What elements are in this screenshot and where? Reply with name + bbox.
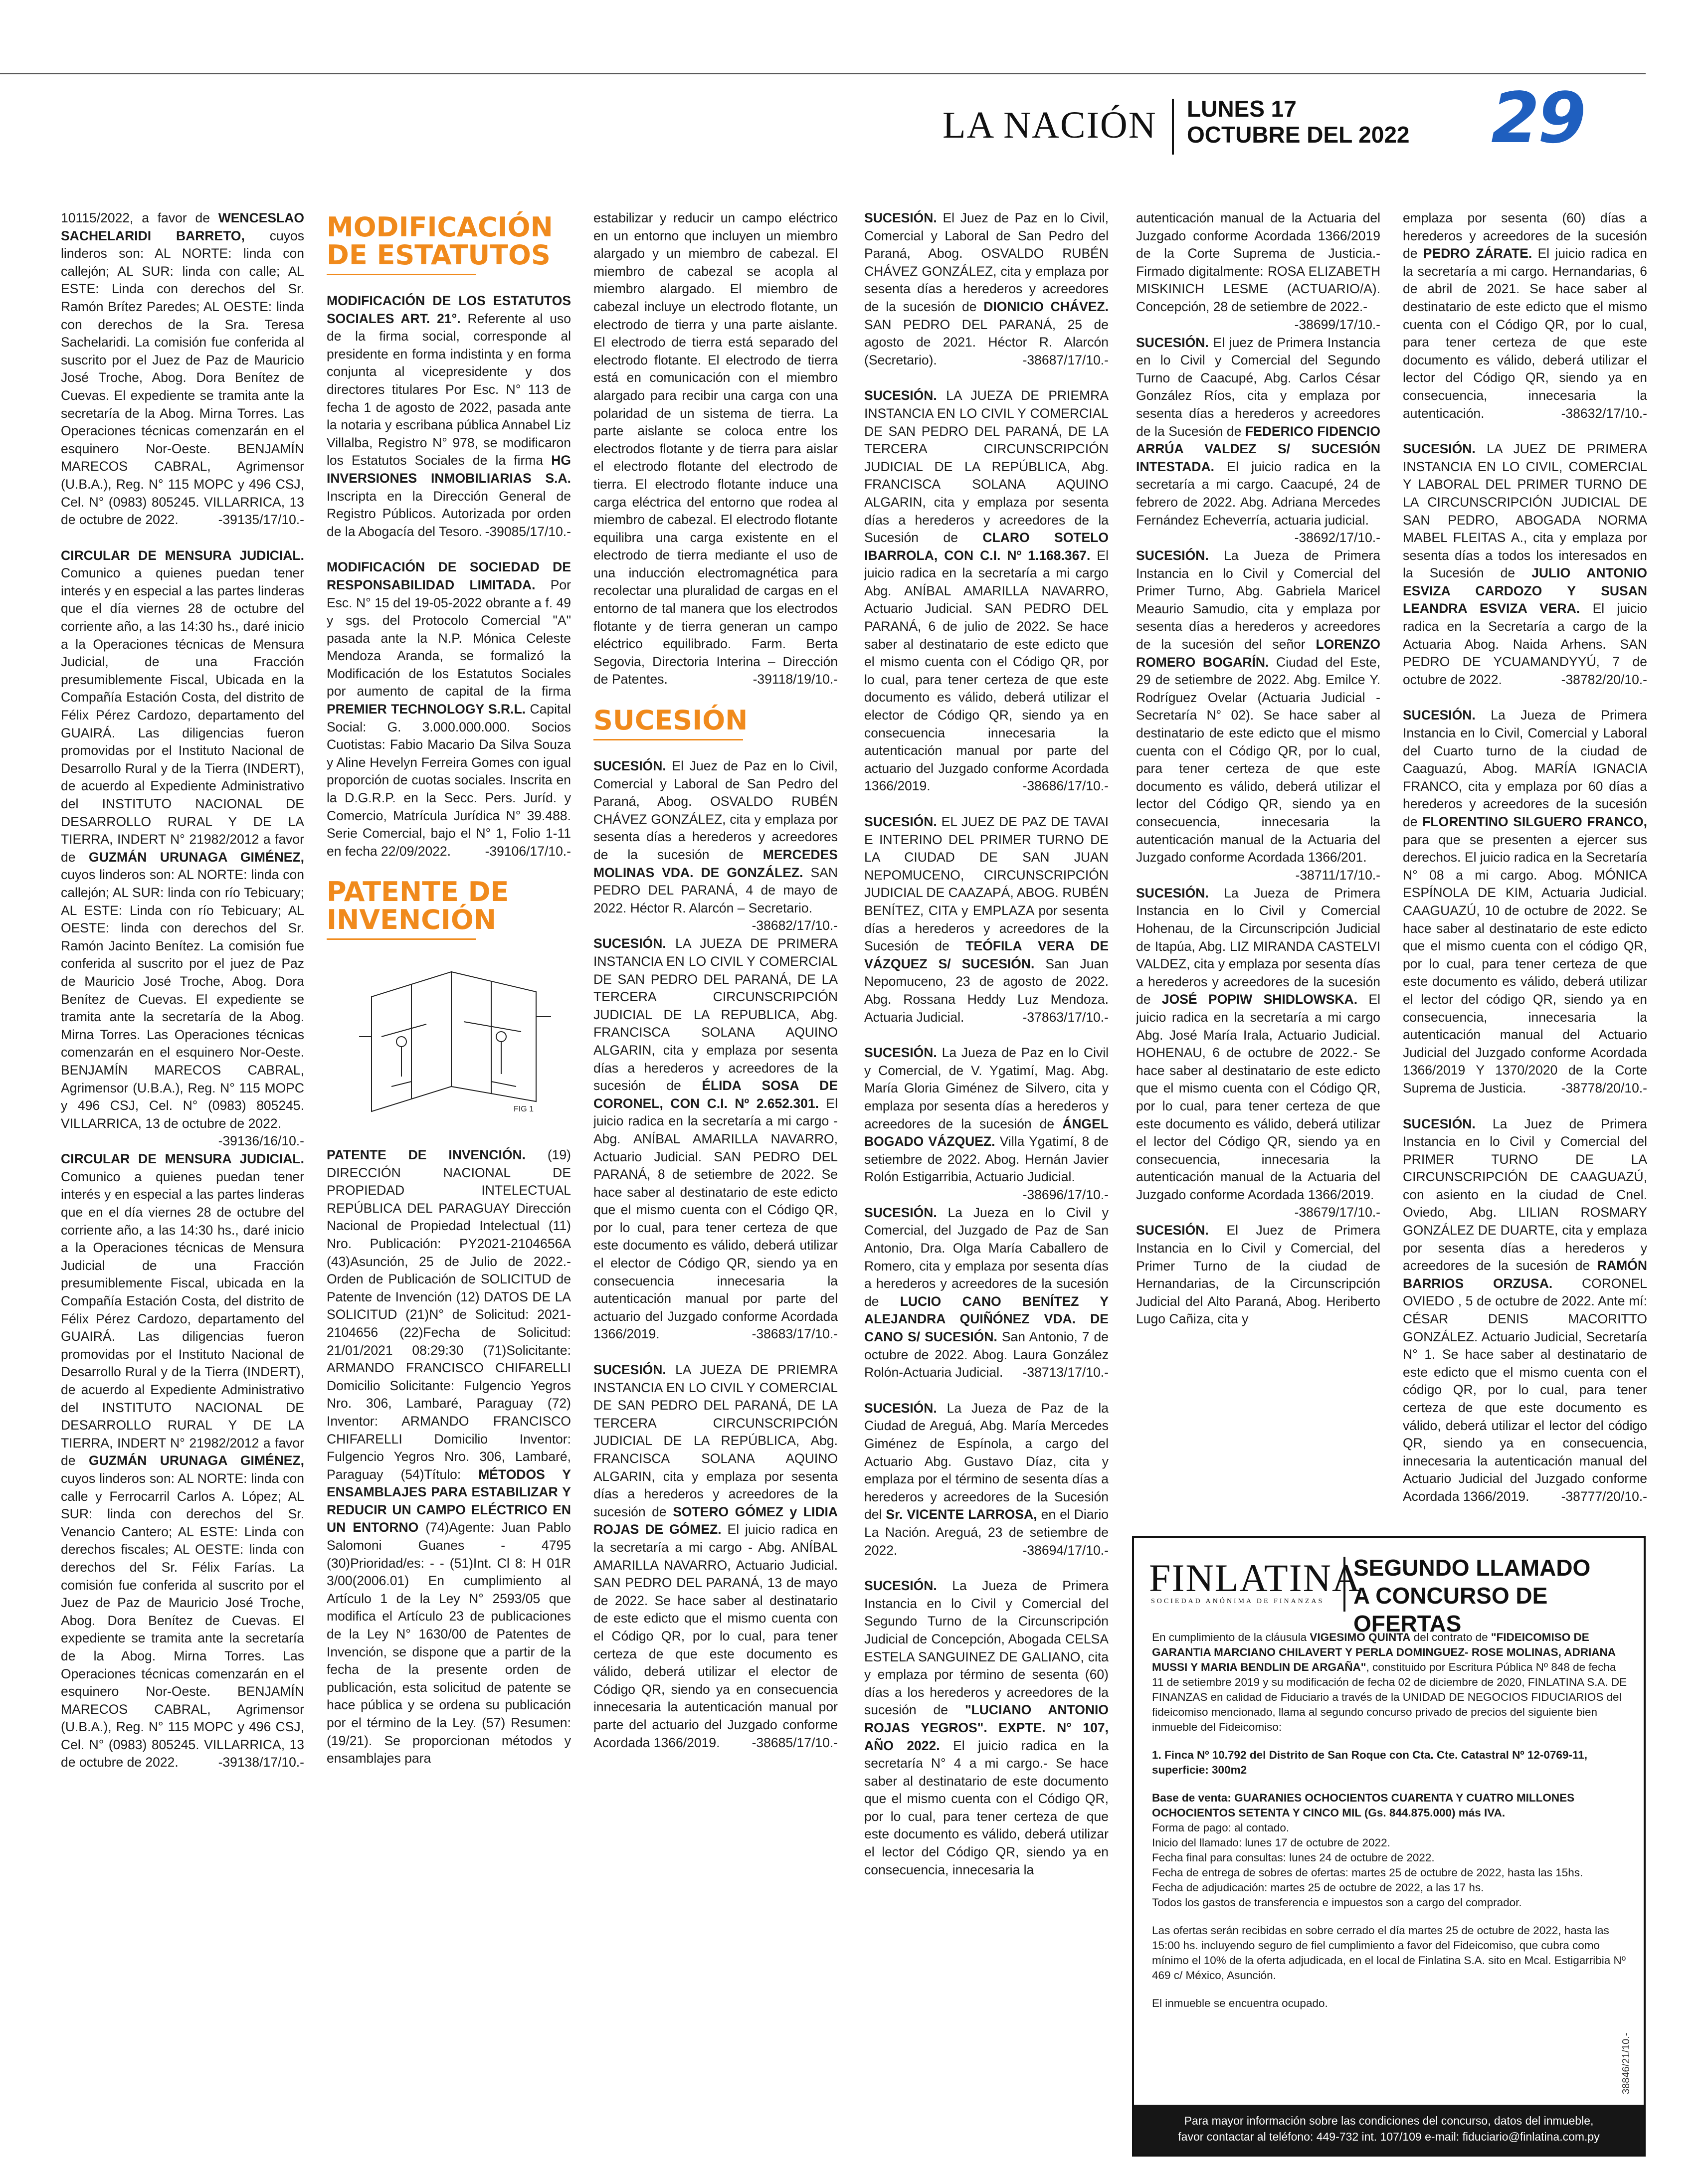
- notice-text: La Jueza en lo Civil y Comercial, del Juzgado de Paz de San Antonio, Dra. Olga María Caballero de Romero, cita y emplaza por sesenta días a herederos y acreedores de la sucesión de: [864, 1205, 1109, 1309]
- notice-text: Capital Social: G. 3.000.000.000. Socios Cuotistas: Fabio Macario Da Silva Souza y Aline Hevelyn Ferreira Gomes con igual proporción de cuotas sociales. Inscrita en la D.G.R.P. en la Secc. Pers. Juríd. y Comercio, Matrícula Jurídica N° 39.488. Serie Comercial, bajo el N° 1, Folio 1-11 en fecha 22/09/2022.: [327, 702, 571, 859]
- notice-text: LA JUEZA DE PRIEMRA INSTANCIA EN LO CIVIL Y COMERCIAL DE SAN PEDRO DEL PARANÁ, DE LA TERCERA CIRCUNSCRIPCIÓN JUDICIAL DE LA REPÚBLICA, Abg. FRANCISCA SOLANA AQUINO ALGARIN, cita y emplaza por sesenta días a herederos y acreedores de la Sucesión de: [864, 388, 1109, 545]
- legal-notice: [1136, 334, 1380, 545]
- notice-group: [593, 757, 838, 1752]
- ad-header: [1144, 1548, 1633, 1636]
- notice-bold: Sr. VICENTE LARROSA,: [886, 1507, 1037, 1522]
- notice-bold: RAMÓN BARRIOS ORZUSA.: [1403, 1258, 1647, 1291]
- notice-text: El juicio radica en la Secretaría a cargo de la Actuaria Abog. Naida Arhens. SAN PEDRO DE YCUAMANDYYÚ, 7 de octubre de 2022.: [1403, 601, 1647, 687]
- notice-text: Inscripta en la Dirección General de Registro Públicos. Autorizada por orden de la Abogacía del Tesoro.: [327, 488, 571, 539]
- notice-bold: PREMIER TECHNOLOGY S.R.L.: [327, 702, 526, 717]
- legal-notice: [1136, 1222, 1380, 1328]
- masthead-divider: [1172, 99, 1174, 155]
- notice-group: [327, 292, 571, 860]
- finlatina-logo: [1149, 1556, 1361, 1612]
- notice-text: La Jueza de Primera Instancia en lo Civil y Comercial Hohenau, de la Circunscripción Judicial de Itapúa, Abg. LIZ MIRANDA CASTELVI VALDEZ, cita y emplaza por sesenta días a herederos y acreedores de la sucesión de: [1136, 885, 1380, 1007]
- section-title-sucesion: [593, 707, 838, 737]
- notice-text: cuyos linderos son: AL NORTE: linda con calle y Ferrocarril Carlos A. López; AL SUR: linda con derechos del Sr. Venancio Cantero; AL ESTE: Linda con derechos fiscales; AL OESTE: linda con derechos del Sr. Félix Farías. La comisión fue conferida al suscrito por el Juez de Paz de Mauricio José Troche, Abog. Dora Benítez de Cuevas. El expediente se tramita ante la secretaría de la Abog. Mirna Torres. Las Operaciones técnicas comenzarán en el esquinero Nor-Oeste. BENJAMÍN MARECOS CABRAL, Agrimensor (U.B.A.), Reg. N° 115 MOPC y 496 CSJ, Cel. N° (0983) 805245. VILLARRICA, 13 de octubre de 2022.: [61, 1470, 304, 1770]
- notice-text: El juicio radica en la secretaría a mi cargo - Abg. ANÍBAL AMARILLA NAVARRO, Actuario Judicial. SAN PEDRO DEL PARANÁ, 13 de mayo de 2022. Se hace saber al destinatario de este edicto que el mismo cuenta con el Código QR, por lo cual, para tener certeza de que este documento es válido, deberá utilizar el elector de Código QR, siendo ya en consecuencia innecesaria la autenticación manual por parte del actuario del Juzgado conforme Acordada 1366/2019.: [593, 1522, 838, 1750]
- notice-text: EL JUEZ DE PAZ DE TAVAI E INTERINO DEL PRIMER TURNO DE LA CIUDAD DE SAN JUAN NEPOMUCENO, CIRCUNSCRIPCIÓN JUDICIAL DE CAAZAPÁ, ABOG. RUBÉN BENÍTEZ, CITA y EMPLAZA por sesenta días a herederos y acreedores de la Sucesión de: [864, 814, 1109, 954]
- ad-detail-line: Inicio del llamado: lunes 17 de octubre de 2022.: [1152, 1836, 1390, 1849]
- ad-text: En cumplimiento de la cláusula: [1152, 1631, 1310, 1643]
- notice-text: San Antonio, 7 de octubre de 2022. Abog. Laura González Rolón-Actuaria Judicial.: [864, 1329, 1109, 1380]
- notice-text: en el Diario La Nación. Areguá, 23 de setiembre de 2022.: [864, 1507, 1109, 1558]
- ad-detail-line: Fecha de adjudicación: martes 25 de octubre de 2022, a las 17 hs.: [1152, 1881, 1484, 1894]
- legal-notice: [864, 813, 1109, 1026]
- notice-bold: GUZMÁN URUNAGA GIMÉNEZ,: [89, 849, 304, 865]
- notice-text: El juicio radica en la secretaría a mi cargo - Abg. ANÍBAL AMARILLA NAVARRO, Actuario Judicial. SAN PEDRO DEL PARANÁ, 8 de setiembre de 2022. Se hace saber al destinatario de este edicto que el mismo cuenta con el Código QR, por lo cual, para tener certeza de que este documento es válido, deberá utilizar el elector de Código QR, siendo ya en consecuencia innecesaria la autenticación manual por parte del actuario del Juzgado conforme Acordada 1366/2019.: [593, 1095, 838, 1342]
- notice-lead: SUCESIÓN.: [1403, 1116, 1476, 1131]
- notice-text: El Juez de Paz en lo Civil, Comercial y Laboral de San Pedro del Paraná, Abog. OSVALDO RUBÉN CHÁVEZ GONZÁLEZ, cita y emplaza por sesenta días a herederos y acreedores de la sucesión de: [593, 758, 838, 862]
- finlatina-logo-name: FINLATINA: [1149, 1556, 1361, 1600]
- ad-base-price: [1152, 1791, 1631, 1820]
- ad-details-list: [1152, 1820, 1631, 1910]
- header-rule: [0, 73, 1646, 74]
- ad-text-bold: "FIDEICOMISO DE GARANTIA MARCIANO CHILAVERT Y PERLA DOMINGUEZ- ROSE MOLINAS, ADRIANA MUSSI Y MARIA BENDLIN DE ARGAÑA": [1152, 1631, 1616, 1673]
- ad-detail-line: Fecha de entrega de sobres de ofertas: martes 25 de octubre de 2022, hasta las 15hs.: [1152, 1866, 1583, 1879]
- ad-property-item: [1152, 1748, 1631, 1778]
- notice-reference: -38713/17/10.-: [1022, 1365, 1109, 1380]
- ad-detail-line: Fecha final para consultas: lunes 24 de octubre de 2022.: [1152, 1851, 1435, 1864]
- notice-lead: SUCESIÓN.: [864, 1578, 937, 1594]
- notice-text: El juicio radica en la secretaría N° 4 a mi cargo.- Se hace saber al destinatario de este documento que el mismo cuenta con el Código QR, por lo cual, para tener certeza de que este documento es válido, deberá utilizar el lector del Código QR, siendo ya en consecuencia, innecesaria la: [864, 1738, 1109, 1877]
- notice-lead: SUCESIÓN.: [864, 210, 937, 225]
- notice-lead: SUCESIÓN.: [1136, 1223, 1209, 1238]
- legal-notice: [864, 1204, 1109, 1382]
- notice-lead: SUCESIÓN.: [593, 936, 666, 951]
- notice-reference: -39135/17/10.-: [218, 512, 304, 528]
- ad-text-bold: 1. Finca Nº 10.792 del Distrito de San Roque con Cta. Cte. Catastral Nº 12-0769-11, superficie: 300m2: [1152, 1749, 1587, 1776]
- notice-text: (19) DIRECCIÓN NACIONAL DE PROPIEDAD INTELECTUAL REPÚBLICA DEL PARAGUAY Dirección Nacional de Propiedad Intelectual (11) Nro. Publicación: PY2021-2104656A (43)Asunción, 25 de Julio de 2022.- Orden de Publicación de SOLICITUD de Patente de Invención (12) DATOS DE LA SOLICITUD (21)N° de Solicitud: 2021-2104656 (22)Fecha de Solicitud: 21/01/2021 08:29:30 (71)Solicitante: ARMANDO FRANCISCO CHIFARELLI Domicilio Solicitante: Fulgencio Yegros Nro. 306, Lambaré, Paraguay (72) Inventor: ARMANDO FRANCISCO CHIFARELLI Domicilio Inventor: Fulgencio Yegros Nro. 306, Lambaré, Paraguay (54)Título:: [327, 1147, 571, 1482]
- notice-text: 10115/2022, a favor de: [61, 210, 218, 225]
- ad-footer-line: favor contactar al teléfono: 449-732 int. 107/109 e-mail: fiduciario@finlatina.com.py: [1178, 2130, 1600, 2143]
- notice-text: Comunico a quienes puedan tener interés y en especial a las partes linderas que en el día viernes 28 de octubre del corriente año, a las 14:30 hs., daré inicio a la Operaciones técnicas de Mensura Judicial de una Fracción presumiblemente Fiscal, ubicada en la Compañía Estación Costa, del distrito de Félix Pérez Cardozo, departamento del GUAIRÁ. Las diligencias fueron promovidas por el Instituto Nacional de Desarrollo Rural y de la Tierra (INDERT), de acuerdo al Expediente Administrativo del INSTITUTO NACIONAL DE DESARROLLO RURAL Y DE LA TIERRA, INDERT N° 21982/2012 a favor de: [61, 1169, 304, 1468]
- legal-notice: [327, 292, 571, 541]
- notice-reference: -38711/17/10.-: [1295, 867, 1380, 883]
- legal-notice: [1136, 885, 1380, 1220]
- legal-notice: [1403, 707, 1647, 1097]
- section-title-patente: [327, 878, 571, 937]
- notice-text: para que se presenten a ejercer sus derechos. El juicio radica en la Secretaría N° 08 a mi cargo. Abog. MÓNICA ESPÍNOLA DE KIM, Actuaria Judicial. CAAGUAZÚ, 10 de octubre de 2022. Se hace saber al destinatario de este edicto que el mismo cuenta con el código QR, por lo cual, para tener certeza de que este documento es válido, deberá utilizar el lector del código QR, siendo ya en consecuencia, innecesaria la autenticación manual del Actuario Judicial del Juzgado conforme Acordada 1366/2019 Y 1370/2020 de la Corte Suprema de Justicia.: [1403, 832, 1647, 1095]
- ad-text-bold: VIGESIMO QUINTA: [1310, 1631, 1411, 1643]
- notice-text: El juicio radica en la secretaría a mi cargo. Caacupé, 24 de febrero de 2022. Abg. Adriana Mercedes Fernández Echeverría, actuaria judicial.: [1136, 459, 1380, 528]
- notice-text: autenticación manual de la Actuaria del Juzgado conforme Acordada 1366/2019 de la Corte Suprema de Justicia.- Firmado digitalmente: ROSA ELIZABETH MISKINICH LESME (ACTUARIO/A). Concepción, 28 de setiembre de 2022.-: [1136, 210, 1380, 314]
- finlatina-advertisement: [1132, 1536, 1646, 2157]
- notice-reference: -38682/17/10.-: [752, 918, 838, 933]
- notice-reference: -38777/20/10.-: [1561, 1488, 1647, 1504]
- notice-lead: SUCESIÓN.: [593, 758, 666, 774]
- column-1: [61, 209, 304, 2144]
- ad-intro: [1152, 1630, 1631, 1735]
- notice-lead: SUCESIÓN.: [864, 814, 937, 829]
- notice-bold: LORENZO ROMERO BOGARÍN.: [1136, 637, 1380, 670]
- column-4: [864, 209, 1109, 2144]
- notice-text: El juicio radica en la secretaría a mi cargo Abg. ANÍBAL AMARILLA NAVARRO, Actuario Judicial. SAN PEDRO DEL PARANÁ, 6 de julio de 2022. Se hace saber al destinatario de este edicto que el mismo cuenta con el Código QR, por lo cual, para tener certeza de que este documento es válido, deberá utilizar el elector de Código QR, siendo ya en consecuencia innecesaria la autenticación manual por parte del actuario del Juzgado conforme Acordada 1366/2019.: [864, 547, 1109, 794]
- notice-bold: FLORENTINO SILGUERO FRANCO,: [1422, 814, 1647, 829]
- notice-bold: JULIO ANTONIO ESVIZA CARDOZO Y SUSAN LEANDRA ESVIZA VERA.: [1403, 565, 1647, 616]
- notice-reference: -38696/17/10.-: [1022, 1187, 1109, 1202]
- newspaper-name: LA NACIÓN: [943, 104, 1157, 146]
- notice-bold: FEDERICO FIDENCIO ARRÚA VALDEZ S/ SUCESIÓN INTESTADA.: [1136, 423, 1380, 474]
- notice-bold: PEDRO ZÁRATE.: [1423, 246, 1532, 261]
- patent-figure-drawing: [352, 962, 566, 1121]
- patent-notice-continued: [593, 209, 838, 689]
- notice-text: La Jueza de Paz de la Ciudad de Areguá, Abg. María Mercedes Giménez de Espínola, a cargo del Actuario Abg. Gustavo Díaz, cita y emplaza por el término de sesenta días a herederos y acreedores de la Sucesión del: [864, 1400, 1109, 1522]
- notice-lead: SUCESIÓN.: [1136, 548, 1209, 563]
- issue-date: [1187, 96, 1410, 148]
- finlatina-logo-tagline: SOCIEDAD ANÓNIMA DE FINANZAS: [1151, 1598, 1325, 1605]
- notice-bold: LUCIO CANO BENÍTEZ Y ALEJANDRA QUIÑÓNEZ VDA. DE CANO S/ SUCESIÓN.: [864, 1293, 1109, 1345]
- notice-text: Comunico a quienes puedan tener interés y en especial a las partes linderas que el día viernes 28 de octubre del corriente año, a las 14:30 hs., daré inicio a la Operaciones técnicas de Mensura Judicial, de una Fracción presumiblemente Fiscal, Ubicada en la Compañía Estación Costa, del distrito de Félix Pérez Cardozo, departamento del GUAIRÁ. Las diligencias fueron promovidas por el Instituto Nacional de Desarrollo Rural y de la Tierra (INDERT), de acuerdo al Expediente Administrativo del INSTITUTO NACIONAL DE DESARROLLO RURAL Y DE LA TIERRA, INDERT N° 21982/2012 a favor de: [61, 565, 304, 865]
- notice-reference: -38692/17/10.-: [1294, 530, 1380, 545]
- page-number: 29: [1491, 78, 1584, 159]
- legal-notice: [61, 547, 304, 1149]
- notice-text: cuyos linderos son: AL NORTE: linda con callejón; AL SUR: linda con río Tebicuary; AL ESTE: Linda con río Tebicuary; AL OESTE: linda con derechos del Sr. Ramón Jacinto Benítez. La comisión fue conferida al suscrito por el juez de Paz de Mauricio José Troche, Abog. Dora Benítez de Cuevas. El expediente se tramita ante la secretaría de la Abog. Mirna Torres. Las Operaciones técnicas comenzarán en el esquinero Nor-Oeste. BENJAMÍN MARECOS CABRAL, Agrimensor (U.B.A.), Reg. N° 115 MOPC y 496 CSJ, Cel. N° (0983) 805245. VILLARRICA, 13 de octubre de 2022.: [61, 867, 304, 1131]
- patent-notice: [327, 1146, 571, 1768]
- legal-notice: [593, 935, 838, 1343]
- legal-notice: [1403, 1115, 1647, 1506]
- notice-text: La Jueza de Primera Instancia en lo Civil y Comercial del Segundo Turno de la Circunscripción Judicial de Concepción, Abogada CELSA ESTELA SANGUINEZ DE GALIANO, cita y emplaza por término de sesenta (60) días a los herederos y acreedores de la sucesión de: [864, 1578, 1109, 1718]
- notice-bold: JOSÉ POPIW SHIDLOWSKA.: [1161, 992, 1358, 1007]
- legal-notice: [864, 1400, 1109, 1559]
- section-title-modificacion: [327, 213, 571, 272]
- notice-reference: -39085/17/10.-: [485, 524, 571, 539]
- notice-text: (74)Agente: Juan Pablo Salomoni Guanes - 4795 (30)Prioridad/es: - - (51)Int. Cl 8: H 01R 3/00(2006.01) En cumplimiento al Artículo 1 de la Ley N° 2593/05 que modifica el Artículo 23 de publicaciones de la Ley N° 1630/00 de Patentes de Invención, se dispone que a partir de la fecha de la presente orden de publicación, esta solicitud de patente se hace pública y se ordena su publicación por el término de la Ley. (57) Resumen: (19/21). Se proporcionan métodos y ensamblajes para: [327, 1520, 571, 1766]
- notice-bold: CLARO SOTELO IBARROLA, CON C.I. Nº 1.168.367.: [864, 530, 1109, 563]
- notice-text: CORONEL OVIEDO , 5 de octubre de 2022. Ante mí: CÉSAR DENIS MACORITTO GONZÁLEZ. Actuario Judicial, Secretaría N° 1. Se hace saber al destinatario de este edicto que el mismo cuenta con el código QR, por lo cual, para tener certeza de que este documento es válido, deberá utilizar el lector del código QR, siendo ya en consecuencia, innecesaria la autenticación manual del Actuario Judicial del Juzgado conforme Acordada 1366/2019.: [1403, 1275, 1647, 1504]
- notice-lead: SUCESIÓN.: [864, 1205, 937, 1220]
- notice-lead: SUCESIÓN.: [1136, 335, 1209, 350]
- ad-reference-code: 38846/21/10.-: [1621, 2032, 1632, 2094]
- legal-notice: [593, 757, 838, 933]
- legal-notice: [1136, 209, 1380, 332]
- notice-text: LA JUEZ DE PRIMERA INSTANCIA EN LO CIVIL, COMERCIAL Y LABORAL DEL PRIMER TURNO DE LA CIRCUNSCRIPCIÓN JUDICIAL DE SAN PEDRO, ABOGADA NORMA MABEL FLEITAS A., cita y emplaza por sesenta días a todos los interesados en la Sucesión de: [1403, 441, 1647, 581]
- legal-notice: [61, 209, 304, 529]
- notice-lead: SUCESIÓN.: [1403, 441, 1476, 457]
- ad-body: [1152, 1630, 1631, 2024]
- notice-text: SAN PEDRO DEL PARANÁ, 4 de mayo de 2022. Héctor R. Alarcón – Secretario.: [593, 865, 838, 915]
- notice-reference: -38778/20/10.-: [1561, 1080, 1647, 1095]
- notice-text: Referente al uso de la firma social, corresponde al presidente en forma indistinta y en forma conjunta al vicepresidente y dos directores titulares Por Esc. N° 113 de fecha 1 de agosto de 2022, pasada ante la notaria y escribana pública Annabel Liz Villalba, Registro N° 978, se modificaron los Estatutos Sociales de la firma: [327, 311, 571, 468]
- notice-reference: -39106/17/10.-: [485, 843, 571, 859]
- notice-text: El juez de Primera Instancia en lo Civil y Comercial del Segundo Turno de Caacupé, Abg. Carlos César González Ríos, cita y emplaza por sesenta días a herederos y acreedores de la Sucesión de: [1136, 335, 1380, 439]
- ad-text: del contrato de: [1410, 1631, 1491, 1643]
- notice-reference: -38632/17/10.-: [1561, 405, 1647, 421]
- legal-notice: [61, 1150, 304, 1772]
- notice-reference: -39118/19/10.-: [753, 672, 838, 687]
- ad-occupied-note: El inmueble se encuentra ocupado.: [1152, 1997, 1328, 2009]
- section-title-line: INVENCIÓN: [327, 904, 496, 936]
- section-title-line: MODIFICACIÓN: [327, 211, 553, 243]
- notice-text: Ciudad del Este, 29 de setiembre de 2022. Abg. Emilce Y. Rodríguez Ovelar (Actuaria Judicial - Secretaría N° 02). Se hace saber al destinatario de este edicto que el mismo cuenta con el Código QR, por lo cual, para tener certeza de que este documento es válido, deberá utilizar el lector del Código QR, siendo ya en consecuencia, innecesaria la autenticación manual de la Actuaria del Juzgado conforme Acordada 1366/201.: [1136, 654, 1380, 865]
- notice-reference: -39136/16/10.-: [218, 1133, 304, 1149]
- notice-reference: -38699/17/10.-: [1294, 317, 1380, 332]
- notice-text: La Jueza de Primera Instancia en lo Civil y Comercial del Primer Turno, Abg. Gabriela Maricel Meaurio Samudio, cita y emplaza por sesenta días a herederos y acreedores de la sucesión del señor: [1136, 548, 1380, 652]
- legal-notice: [327, 558, 571, 860]
- ad-text: , constituido por Escritura Pública Nº 848 de fecha 11 de setiembre 2019 y su modificación de fecha 02 de diciembre de 2020, FINLATINA S.A. DE FINANZAS en calidad de Fiduciario a través de la UNIDAD DE NEGOCIOS FIDUCIARIOS del fideicomiso mencionado, llama al segundo concurso privado de precios del siguiente bien inmueble del Fideicomiso:: [1152, 1661, 1627, 1733]
- legal-notice: [864, 387, 1109, 795]
- notice-bold: DIONICIO CHÁVEZ.: [983, 299, 1109, 314]
- ad-detail-line: Forma de pago: al contado.: [1152, 1821, 1290, 1834]
- ad-title-line: SEGUNDO LLAMADO: [1353, 1555, 1591, 1581]
- notice-lead: SUCESIÓN.: [864, 1400, 937, 1416]
- section-title-line: SUCESIÓN: [593, 705, 748, 736]
- notice-bold: SOTERO GÓMEZ y LIDIA ROJAS DE GÓMEZ.: [593, 1504, 838, 1537]
- notice-lead: SUCESIÓN.: [864, 1045, 937, 1061]
- notice-bold: ÉLIDA SOSA DE CORONEL, CON C.I. Nº 2.652.301.: [593, 1078, 838, 1111]
- notice-text: El Juez de Paz en lo Civil, Comercial y Laboral de San Pedro del Paraná, Abog. OSVALDO RUBÉN CHÁVEZ GONZÁLEZ, cita y emplaza por sesenta días a herederos y acreedores de la sucesión de: [864, 210, 1109, 314]
- ad-title: [1353, 1554, 1633, 1637]
- notice-lead: MODIFICACIÓN DE SOCIEDAD DE RESPONSABILIDAD LIMITADA.: [327, 559, 571, 592]
- notice-bold: MERCEDES MOLINAS VDA. DE GONZÁLEZ.: [593, 847, 838, 880]
- notice-reference: -38687/17/10.-: [1022, 352, 1109, 367]
- notice-text: El juicio radica en la secretaría a mi cargo Abg. José María Irala, Actuario Judicial. HOHENAU, 6 de octubre de 2022.- Se hace saber al destinatario de este edicto que el mismo cuenta con el Código QR, por lo cual, para tener certeza de que este documento es válido, deberá utilizar el lector del Código QR, siendo ya en consecuencia, innecesaria la autenticación manual de la Actuaria del Juzgado conforme Acordada 1366/2019.: [1136, 992, 1380, 1202]
- notice-text: estabilizar y reducir un campo eléctrico en un entorno que incluyen un miembro alargado y un miembro de cabezal. El miembro de cabezal se acopla al miembro alargado. El miembro de cabezal incluye un electrodo flotante, un electrodo de tierra y una parte aislante. El electrodo de tierra está separado del electrodo flotante. El electrodo de tierra está en comunicación con el miembro alargado para recibir una carga con una polaridad de un sistema de tierra. La parte aislante se coloca entre los electrodos flotante y de tierra para aislar el electrodo flotante del electrodo de tierra. El electrodo flotante induce una carga eléctrica del entorno que rodea al miembro de cabezal. El electrodo flotante equilibra una carga existente en el electrodo de tierra mediante el uso de una inducción electromagnética para recolectar una pluralidad de cargas en el entorno de tal manera que los electrodos flotante y de tierra generan un campo eléctrico equilibrado. Farm. Berta Segovia, Directoria Interina – Dirección de Patentes.: [593, 210, 838, 687]
- notice-reference: -39138/17/10.-: [218, 1755, 304, 1770]
- notice-lead: PATENTE DE INVENCIÓN.: [327, 1147, 526, 1162]
- column-6: [1403, 209, 1647, 1516]
- notice-reference: -38683/17/10.-: [752, 1326, 838, 1342]
- figure-label: FIG 1: [514, 1105, 534, 1114]
- notice-lead: CIRCULAR DE MENSURA JUDICIAL.: [61, 1151, 304, 1167]
- notice-reference: -38686/17/10.-: [1022, 778, 1109, 794]
- notice-lead: SUCESIÓN.: [864, 388, 937, 403]
- legal-notice: [1136, 547, 1380, 883]
- notice-reference: -37863/17/10.-: [1022, 1009, 1109, 1025]
- ad-footer-line: Para mayor información sobre las condiciones del concurso, datos del inmueble,: [1184, 2114, 1594, 2127]
- notice-text: emplaza por sesenta (60) días a herederos y acreedores de la sucesión de: [1403, 210, 1647, 261]
- ad-offers: Las ofertas serán recibidas en sobre cerrado el día martes 25 de octubre de 2022, hasta las 15:00 hs. incluyendo seguro de fiel cumplimiento a favor del Fideicomiso, que cubra como mínimo el 10% de la oferta adjudicada, en el local de Finlatina S.A. sito en Mcal. Estigarribia Nº 469 c/ México, Asunción.: [1152, 1924, 1626, 1982]
- ad-text-bold: Base de venta: GUARANIES OCHOCIENTOS CUARENTA Y CUATRO MILLONES OCHOCIENTOS SETENTA Y CINCO MIL (Gs. 844.875.000) más IVA.: [1152, 1792, 1575, 1819]
- notice-bold: TEÓFILA VERA DE VÁZQUEZ S/ SUCESIÓN.: [864, 938, 1109, 971]
- section-title-line: PATENTE DE: [327, 876, 509, 908]
- notice-text: Villa Ygatimí, 8 de setiembre de 2022. Abog. Hernán Javier Rolón Estigarribia, Actuario Judicial.: [864, 1134, 1109, 1185]
- notice-lead: SUCESIÓN.: [1136, 885, 1209, 901]
- notice-text: SAN PEDRO DEL PARANÁ, 25 de agosto de 2021. Héctor R. Alarcón (Secretario).: [864, 317, 1109, 367]
- notice-text: La Juez de Primera Instancia en lo Civil y Comercial del PRIMER TURNO DE LA CIRCUNSCRIPCIÓN DE CAAGUAZÚ, con asiento en la ciudad de Cnel. Oviedo, Abg. LILIAN ROSMARY GONZÁLEZ DE DUARTE, cita y emplaza por sesenta días a herederos y acreedores de la sucesión de: [1403, 1116, 1647, 1273]
- notice-text: El Juez de Primera Instancia en lo Civil y Comercial, del Primer Turno de la ciudad de Hernandarias, de la Circunscripción Judicial del Alto Paraná, Abog. Heriberto Lugo Cañiza, cita y: [1136, 1223, 1380, 1327]
- ad-contact-footer: [1134, 2105, 1644, 2155]
- notice-text: La Jueza de Paz en lo Civil y Comercial, de V. Ygatimí, Mag. Abg. María Gloria Giménez de Silvero, cita y emplaza por sesenta días a herederos y acreedores de la sucesión de: [864, 1045, 1109, 1131]
- column-2: [327, 209, 571, 2144]
- notice-text: La Jueza de Primera Instancia en lo Civil, Comercial y Laboral del Cuarto turno de la ciudad de Caaguazú, Abog. MARÍA IGNACIA FRANCO, cita y emplaza por 60 días a herederos y acreedores de la sucesión de: [1403, 708, 1647, 829]
- legal-notice: [593, 1361, 838, 1752]
- ad-detail-line: Todos los gastos de transferencia e impuestos son a cargo del comprador.: [1152, 1896, 1522, 1909]
- notice-lead: SUCESIÓN.: [1403, 708, 1476, 723]
- notice-lead: CIRCULAR DE MENSURA JUDICIAL.: [61, 547, 304, 563]
- legal-notice: [864, 209, 1109, 369]
- notice-text: LA JUEZA DE PRIMERA INSTANCIA EN LO CIVIL Y COMERCIAL DE SAN PEDRO DEL PARANÁ, DE LA TERCERA CIRCUNSCRIPCIÓN JUDICIAL DE LA REPUBLICA, Abg. FRANCISCA SOLANA AQUINO ALGARIN, cita y emplaza por sesenta días a herederos y acreedores de la sucesión de: [593, 936, 838, 1093]
- notice-text: El juicio radica en la secretaría a mi cargo. Hernandarias, 6 de abril de 2021. Se hace saber al destinatario de este edicto que el mismo cuenta con el Código QR, por lo cual, para tener certeza de que este documento es válido, deberá utilizar el lector del Código QR, siendo ya en consecuencia, innecesaria la autenticación.: [1403, 246, 1647, 421]
- column-3: [593, 209, 838, 2144]
- legal-notice: [864, 1044, 1109, 1202]
- notice-lead: MODIFICACIÓN DE LOS ESTATUTOS SOCIALES ART. 21°.: [327, 293, 571, 326]
- issue-date-line2: OCTUBRE DEL 2022: [1187, 122, 1410, 148]
- notice-text: Por Esc. N° 15 del 19-05-2022 obrante a f. 49 y sgs. del Protocolo Comercial "A" pasada ante la N.P. Mónica Celeste Mendoza Aranda, se formalizó la Modificación de los Estatutos Sociales por aumento de capital de la firma: [327, 577, 571, 699]
- legal-notice: [1403, 209, 1647, 422]
- notice-lead: SUCESIÓN.: [593, 1362, 666, 1378]
- notice-bold: MÉTODOS Y ENSAMBLAJES PARA ESTABILIZAR Y REDUCIR UN CAMPO ELÉCTRICO EN UN ENTORNO: [327, 1466, 571, 1535]
- notice-bold: "LUCIANO ANTONIO ROJAS YEGROS". EXPTE. N° 107, AÑO 2022.: [864, 1702, 1109, 1753]
- section-title-line: DE ESTATUTOS: [327, 239, 551, 271]
- notice-bold: HG INVERSIONES INMOBILIARIAS S.A.: [327, 453, 571, 486]
- notice-bold: WENCESLAO SACHELARIDI BARRETO,: [61, 210, 304, 243]
- legal-notice: [864, 1577, 1109, 1879]
- notice-text: San Juan Nepomuceno, 23 de agosto de 2022. Abg. Rossana Heddy Luz Mendoza. Actuaria Judicial.: [864, 956, 1109, 1025]
- notice-reference: -38685/17/10.-: [752, 1735, 838, 1750]
- notice-text: LA JUEZA DE PRIEMRA INSTANCIA EN LO CIVIL Y COMERCIAL DE SAN PEDRO DEL PARANÁ, DE LA TERCERA CIRCUNSCRIPCIÓN JUDICIAL DE LA REPÚBLICA, Abg. FRANCISCA SOLANA AQUINO ALGARIN, cita y emplaza por sesenta días a herederos y acreedores de la sucesión de: [593, 1362, 838, 1519]
- legal-notice: [1403, 440, 1647, 689]
- notice-reference: -38782/20/10.-: [1561, 672, 1647, 687]
- notice-bold: GUZMÁN URUNAGA GIMÉNEZ,: [89, 1453, 304, 1468]
- notice-text: cuyos linderos son: AL NORTE: linda con callejón; AL SUR: linda con calle; AL ESTE: Linda con derechos del Sr. Ramón Brítez Paredes; AL OESTE: linda con derechos de la Sra. Teresa Sachelaridi. La comisión fue conferida al suscrito por el Juez de Paz de Mauricio José Troche, Abog. Dora Benítez de Cuevas. El expediente se tramita ante la secretaría de la Abog. Mirna Torres. Las Operaciones técnicas comenzarán en el esquinero Nor-Oeste. BENJAMÍN MARECOS CABRAL, Agrimensor (U.B.A.), Reg. N° 115 MOPC y 496 CSJ, Cel. N° (0983) 805245. VILLARRICA, 13 de octubre de 2022.: [61, 228, 304, 528]
- ad-title-line: A CONCURSO DE OFERTAS: [1353, 1583, 1548, 1636]
- issue-date-line1: LUNES 17: [1187, 96, 1297, 122]
- notice-reference: -38694/17/10.-: [1022, 1542, 1109, 1558]
- notice-bold: ÁNGEL BOGADO VÁZQUEZ.: [864, 1116, 1109, 1149]
- notice-reference: -38679/17/10.-: [1294, 1205, 1380, 1220]
